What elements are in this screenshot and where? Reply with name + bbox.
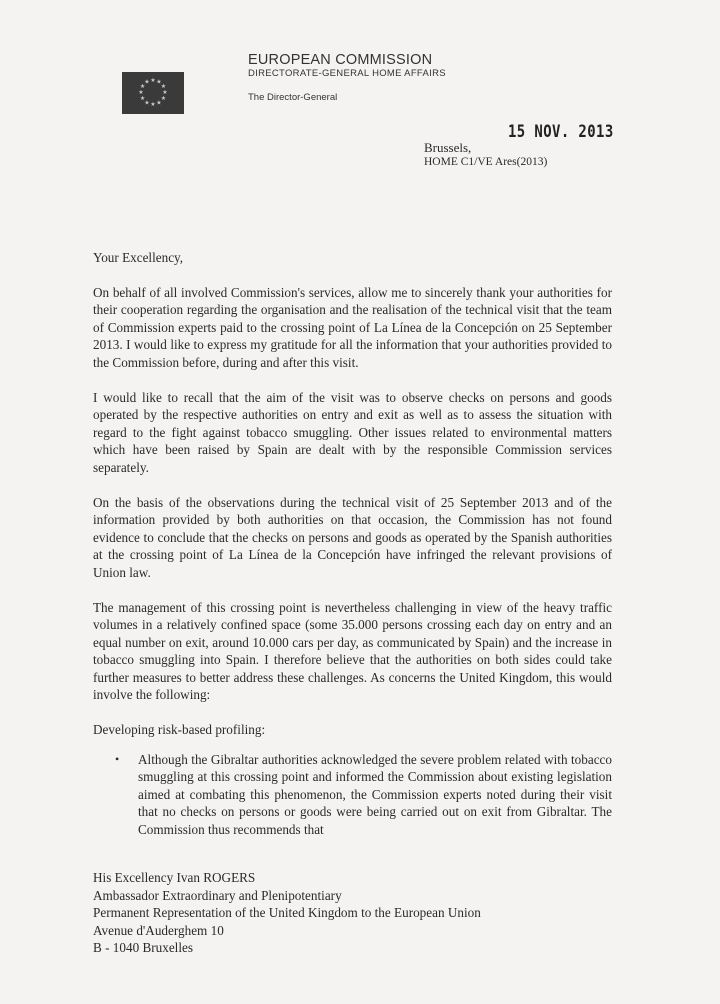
salutation: Your Excellency,	[93, 250, 184, 265]
paragraph-2: I would like to recall that the aim of the visit was to observe checks on persons and goods operated by the respective authorities on entry and exit as well as to assess the situation with regard to the fight against tobacco smuggling. Other issues related to environmental matters which have been raised by Spain are dealt with by the responsible Commission services separately.	[93, 389, 612, 475]
bullet-icon: •	[115, 751, 120, 766]
addressee-line: Ambassador Extraordinary and Plenipotentiary	[93, 887, 342, 903]
svg-text:★: ★	[156, 99, 162, 107]
addressee-block	[93, 869, 481, 957]
svg-text:★: ★	[160, 83, 167, 90]
svg-text:★: ★	[156, 78, 162, 86]
svg-text:★: ★	[150, 77, 156, 84]
svg-text:★: ★	[144, 78, 150, 86]
paragraph-4: The management of this crossing point is nevertheless challenging in view of the heavy traffic volumes in a relatively confined space (some 35.000 persons crossing each day on entry and an equal number on exit, around 10.000 cars per day, as communicated by Spain) and the increase in tobacco smuggling into Spain. I therefore believe that the authorities on both sides could take further measures to better address these challenges. As concerns the United Kingdom, this would involve the following:	[93, 599, 612, 703]
svg-text:★: ★	[138, 89, 144, 96]
date-stamp: 15 NOV. 2013	[508, 122, 614, 142]
reference-number: HOME C1/VE Ares(2013)	[424, 156, 548, 168]
letterhead	[248, 52, 446, 104]
section-heading: Developing risk-based profiling:	[93, 722, 266, 738]
bullet-text: Although the Gibraltar authorities acknowledged the severe problem related with tobacco smuggling at this crossing point and informed the Commission about existing legislation aimed at combating this phenomenon, the Commission experts noted during their visit that no checks on persons or goods were being carried out on exit from Gibraltar. The Commission thus recommends that	[138, 751, 612, 838]
directorate-name: DIRECTORATE-GENERAL HOME AFFAIRS	[248, 68, 446, 79]
eu-flag-stars	[122, 72, 184, 114]
eu-flag-icon	[122, 72, 184, 114]
svg-text:★: ★	[139, 83, 146, 90]
svg-text:★: ★	[144, 99, 150, 107]
director-title: The Director-General	[248, 92, 338, 103]
letter-body	[93, 249, 612, 839]
svg-text:★: ★	[139, 95, 146, 102]
paragraph-3: On the basis of the observations during the technical visit of 25 September 2013 and of the information provided by both authorities on that occasion, the Commission has not found evidence to conclude that the checks on persons and goods as operated by the Spanish authorities at the crossing point of La Línea de la Concepción have infringed the relevant provisions of Union law.	[93, 494, 612, 580]
addressee-line: His Excellency Ivan ROGERS	[93, 870, 256, 885]
paragraph-1: On behalf of all involved Commission's services, allow me to sincerely thank your authorities for their cooperation regarding the organisation and the realisation of the technical visit that the team of Commission experts paid to the crossing point of La Línea de la Concepción on 25 September 2013. I would like to express my gratitude for all the information that your authorities provided to the Commission before, during and after this visit.	[93, 284, 612, 370]
bullet-item	[93, 751, 612, 839]
svg-text:★: ★	[150, 101, 156, 108]
place-name: Brussels,	[424, 140, 472, 155]
svg-text:★: ★	[162, 89, 168, 96]
addressee-line: Avenue d'Auderghem 10	[93, 922, 224, 938]
addressee-line: B - 1040 Bruxelles	[93, 940, 193, 955]
svg-text:★: ★	[160, 95, 167, 102]
organization-name: EUROPEAN COMMISSION	[248, 52, 433, 68]
addressee-line: Permanent Representation of the United Kingdom to the European Union	[93, 905, 481, 920]
